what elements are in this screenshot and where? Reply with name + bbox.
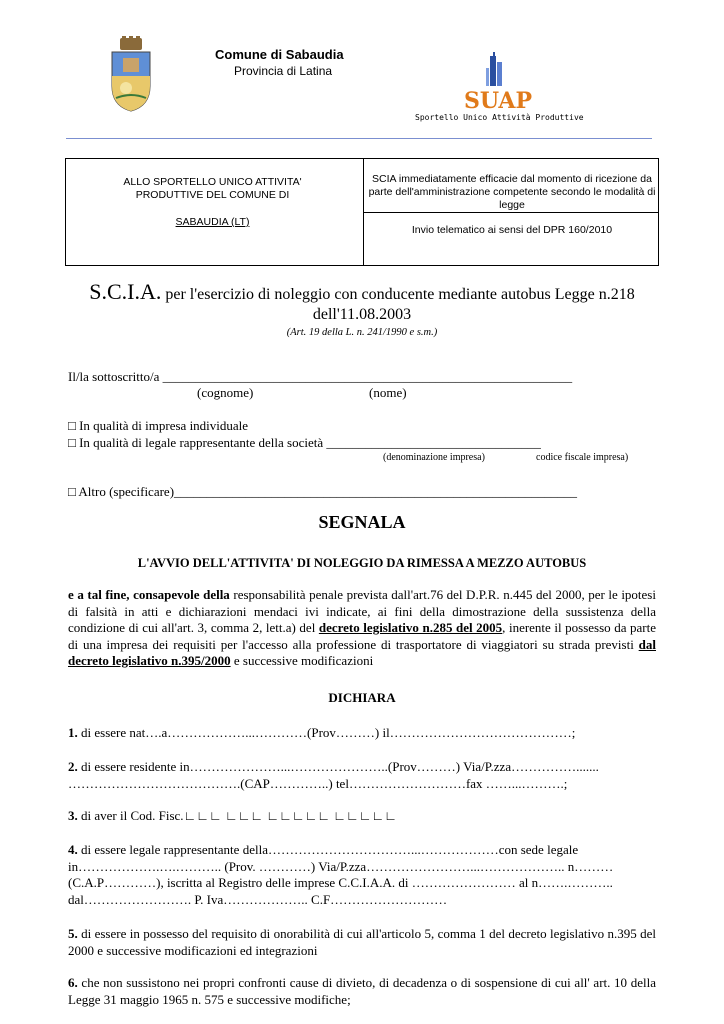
item-1-birth[interactable]: 1. di essere nat….a………………...…………(Prov………) il……………………………………; [68,725,576,740]
intro-part3: e successive modificazioni [230,653,374,669]
codice-fiscale-label: codice fiscale impresa) [536,452,629,463]
item-5-onorabilita: 5. di essere in possesso del requisito di onorabilità di cui all'articolo 5, comma 1 del decreto legislativo n.395 del 2000 e successive modificazioni ed integrazioni [68,926,656,958]
intro-law-ref-395: dal decreto legislativo n.395/2000 [68,636,656,669]
comune-name: Comune di Sabaudia [215,47,344,62]
recipient-office: ALLO SPORTELLO UNICO ATTIVITA' PRODUTTIVE DEL COMUNE DI [123,176,302,201]
sottoscritto-field[interactable]: Il/la sottoscritto/a _______________________________________________________________ [68,369,573,384]
option-legale-rappresentante[interactable]: □ In qualità di legale rappresentante della società _________________________________ [68,435,541,450]
intro-law-ref-285: decreto legislativo n.285 del 2005 [318,620,503,636]
nome-label: (nome) [369,385,407,400]
avvio-heading: L'AVVIO DELL'ATTIVITA' DI NOLEGGIO DA RIMESSA A MEZZO AUTOBUS [137,556,587,570]
cognome-label: (cognome) [197,385,254,400]
item-4-legal-rep[interactable]: 4. di essere legale rappresentante della……………………………...………………con sede legale in……………….….……….. (Prov. …………) Via/P.zza……………………...……………….. n……… (C.A.P…………), iscritta al Registro delle imprese C.C.I.A.A. di …………………… al n…….……….. dal……………………. P. Iva……………….. C.F……………………… [68,842,614,907]
intro-bold-start: e a tal fine, consapevole della [68,587,230,602]
box-horizontal-divider [363,212,659,213]
option-impresa-individuale[interactable]: □ In qualità di impresa individuale [68,418,249,433]
intro-paragraph [68,587,656,670]
denominazione-label: (denominazione impresa) [383,452,485,463]
suap-logo-text: SUAP [464,88,533,114]
item-6-no-divieto: 6. che non sussistono nei propri confronti cause di divieto, di decadenza o di sospensione di cui all' art. 10 della Legge 31 maggio 1965 n. 575 e successive modifiche; [68,975,656,1007]
provincia-name: Provincia di Latina [234,64,333,78]
telematic-submission-note: Invio telematico ai sensi del DPR 160/2010 [411,224,613,236]
title-acronym: S.C.I.A. [89,279,162,304]
segnala-heading: SEGNALA [318,512,406,532]
item-3-codice-fiscale[interactable]: 3. di aver il Cod. Fisc.∟∟∟ ∟∟∟ ∟∟∟∟∟ ∟∟∟∟∟ [68,808,397,823]
dichiara-heading: DICHIARA [328,690,396,705]
suap-logo [460,52,540,114]
recipient-city: SABAUDIA (LT) [175,216,250,228]
header-divider [66,138,652,139]
title-main: per l'esercizio di noleggio con conducente mediante autobus Legge n.218 dell'11.08.2003 [161,286,635,323]
item-2-residence[interactable]: 2. di essere residente in…………………...…………………..(Prov………) Via/P.zza……………....... ………………………………….(CAP…………..) tel………………………fax ……...……….; [68,759,599,791]
option-altro[interactable]: □ Altro (specificare)______________________________________________________________ [68,484,578,499]
title-reference: (Art. 19 della L. n. 241/1990 e s.m.) [286,327,438,338]
document-title [40,279,684,325]
suap-subtitle: Sportello Unico Attività Produttive [415,113,584,122]
intro-part2: , inerente il possesso da parte di una impresa dei requisiti per l'accesso alla professione di trasportatore di viaggiatori su strada previsti [68,620,656,652]
scia-efficacy-note: SCIA immediatamente efficacie dal momento di ricezione da parte dell'amministrazione competente secondo le modalità di legge [368,173,656,211]
intro-part1: responsabilità penale prevista dall'art.76 del D.P.R. n.445 del 2000, per le ipotesi di falsità in atti e dichiarazioni mendaci ivi indicate, ai fini della dimostrazione della sussistenza della condizione di cui all'art. 3, comma 2, lett.a) del [68,587,656,636]
comune-crest-logo [106,36,156,112]
